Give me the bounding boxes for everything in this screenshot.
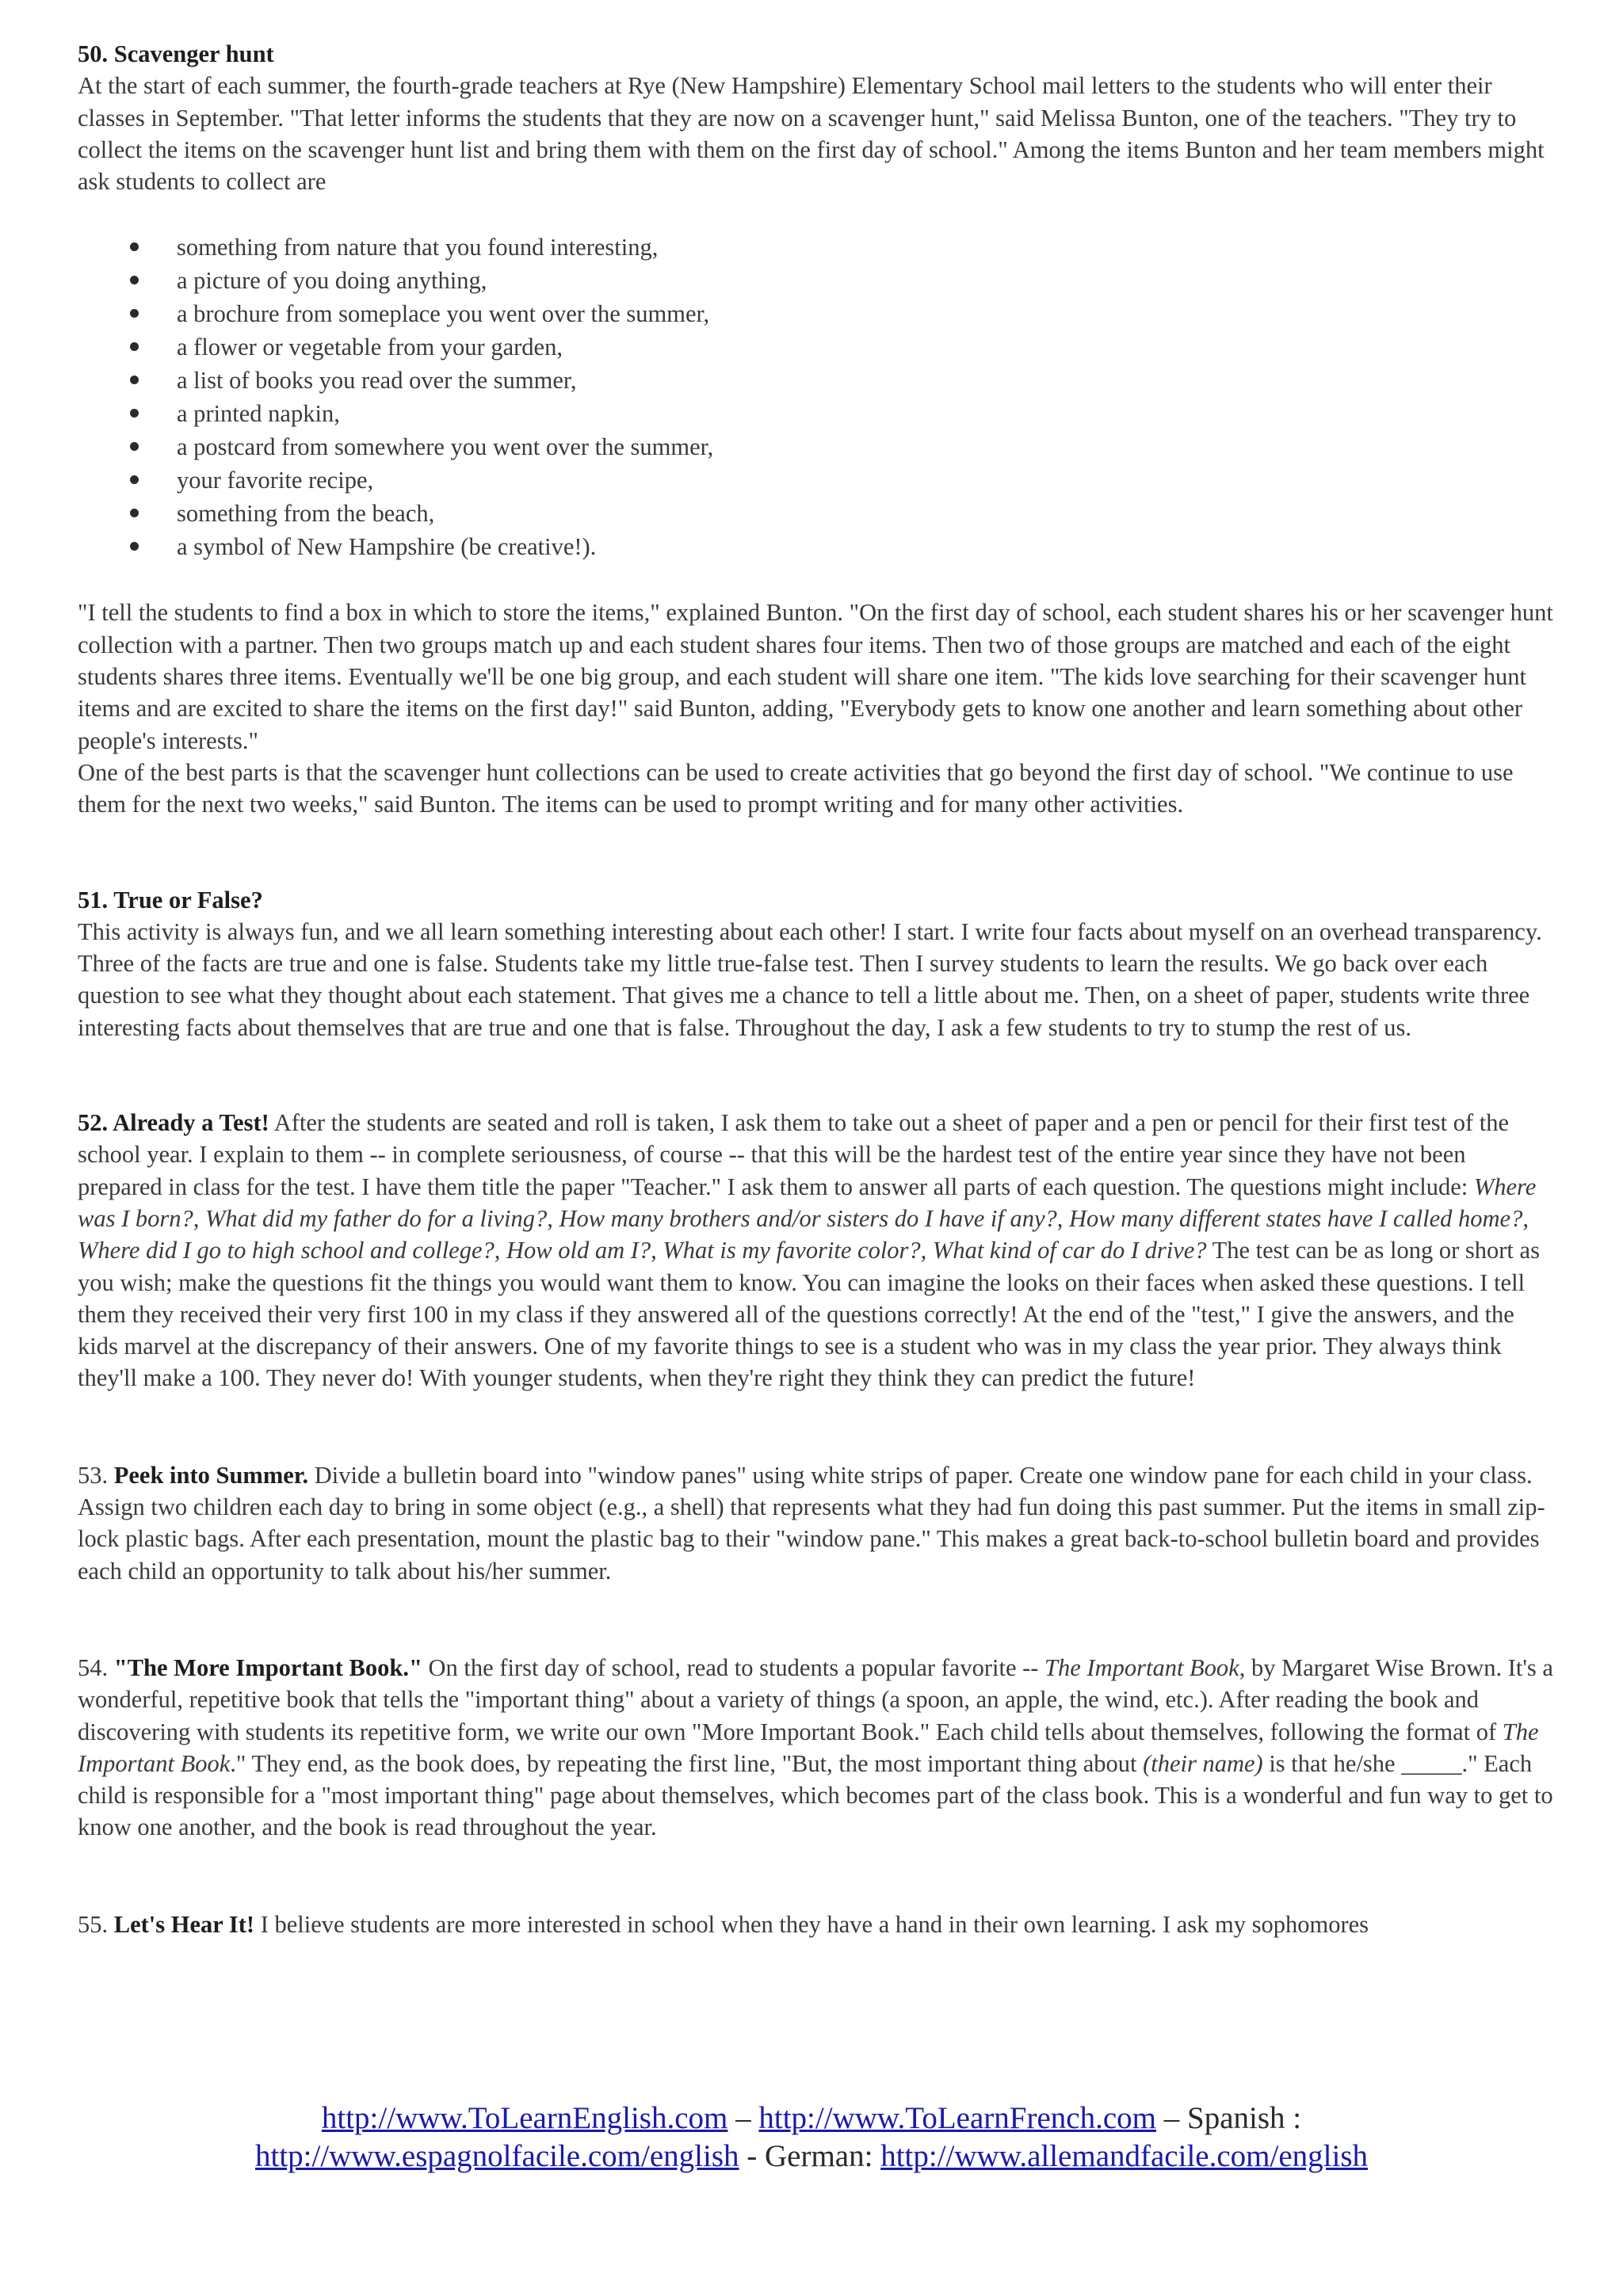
section-50-paragraph-2: One of the best parts is that the scavenger hunt collections can be used to create activities that go beyond the first day of school. "We continue to use them for the next two weeks," said Bunton. The items can be used to prompt writing and for many other activities. [78, 758, 1514, 818]
section-54 [78, 1652, 1553, 1844]
section-51-body: This activity is always fun, and we all learn something interesting about each other! I start. I write four facts about myself on an overhead transparency. Three of the facts are true and one is false. Students take my little true-false test. Then I survey students to learn the results. We go back over each question to see what they thought about each statement. That gives me a chance to tell a little about me. Then, on a sheet of paper, students write three interesting facts about themselves that are true and one that is false. Throughout the day, I ask a few students to try to stump the rest of us. [78, 917, 1542, 1041]
bullet-icon [130, 442, 139, 451]
allemand-facile-link[interactable]: http://www.allemandfacile.com/english [880, 2139, 1368, 2173]
section-55-body: 55. Let's Hear It! I believe students are more interested in school when they have a hand in their own learning. I ask my sophomores [78, 1910, 1369, 1938]
section-50-heading: 50. Scavenger hunt [78, 40, 274, 67]
section-54-body: 54. "The More Important Book." On the first day of school, read to students a popular favorite -- The Important Book, by Margaret Wise Brown. It's a wonderful, repetitive book that tells the "important thing" about a variety of things (a spoon, an apple, the wind, etc.). After reading the book and discovering with students its repetitive form, we write our own "More Important Book." Each child tells about themselves, following the format of The Important Book." They end, as the book does, by repeating the first line, "But, the most important thing about (their name) is that he/she _____." Each child is responsible for a "most important thing" page about themselves, which becomes part of the class book. This is a wonderful and fun way to get to know one another, and the book is read throughout the year. [78, 1653, 1553, 1841]
list-item: a symbol of New Hampshire (be creative!). [78, 530, 1553, 563]
bullet-icon [130, 376, 139, 384]
list-item: a printed napkin, [78, 397, 1553, 430]
section-50-intro: At the start of each summer, the fourth-grade teachers at Rye (New Hampshire) Elementary School mail letters to the students who will enter their classes in September. "That letter informs the students that they are now on a scavenger hunt," said Melissa Bunton, one of the teachers. "They try to collect the items on the scavenger hunt list and bring them with them on the first day of school." Among the items Bunton and her team members might ask students to collect are [78, 72, 1545, 196]
bullet-icon [130, 342, 139, 351]
bullet-icon [130, 542, 139, 551]
scavenger-item-list [78, 231, 1553, 563]
list-item: something from nature that you found interesting, [78, 231, 1553, 264]
book-title: The Important Book [1044, 1653, 1239, 1681]
bullet-icon [130, 475, 139, 484]
section-55-heading: Let's Hear It! [113, 1910, 255, 1938]
list-item: a list of books you read over the summer, [78, 364, 1553, 397]
bullet-icon [130, 409, 139, 418]
section-50-paragraph-1: "I tell the students to find a box in which to store the items," explained Bunton. "On the first day of school, each student shares his or her scavenger hunt collection with a partner. Then two groups match up and each student shares four items. Then two of those groups are matched and each of the eight students shares three items. Eventually we'll be one big group, and each student will share one item. "The kids love searching for their scavenger hunt items and are excited to share the items on the first day!" said Bunton, adding, "Everybody gets to know one another and learn something about other people's interests." [78, 599, 1553, 754]
their-name-placeholder: (their name) [1143, 1749, 1263, 1777]
list-item: a picture of you doing anything, [78, 264, 1553, 297]
list-item: something from the beach, [78, 497, 1553, 530]
list-item: a brochure from someplace you went over the summer, [78, 297, 1553, 330]
espagnol-facile-link[interactable]: http://www.espagnolfacile.com/english [255, 2139, 739, 2173]
section-52-body: 52. Already a Test! After the students are seated and roll is taken, I ask them to take out a sheet of paper and a pen or pencil for their first test of the school year. I explain to them -- in complete seriousness, of course -- that this will be the hardest test of the entire year since they have not been prepared in class for the test. I have them title the paper "Teacher." I ask them to answer all parts of each question. The questions might include: Where was I born?, What did my father do for a living?, How many brothers and/or sisters do I have if any?, How many different states have I called home?, Where did I go to high school and college?, How old am I?, What is my favorite color?, What kind of car do I drive? The test can be as long or short as you wish; make the questions fit the things you would want them to know. You can imagine the looks on their faces when asked these questions. I tell them they received their very first 100 in my class if they answered all of the questions correctly! At the end of the "test," I give the answers, and the kids marvel at the discrepancy of their answers. One of my favorite things to see is a student who was in my class the year prior. They always think they'll make a 100. They never do! With younger students, when they're right they think they can predict the future! [78, 1109, 1540, 1392]
document-page [78, 38, 1553, 1940]
bullet-icon [130, 509, 139, 517]
page-footer [0, 2100, 1623, 2176]
bullet-icon [130, 276, 139, 284]
bullet-icon [130, 242, 139, 251]
bullet-icon [130, 309, 139, 318]
footer-line-1: http://www.ToLearnEnglish.com – http://www.ToLearnFrench.com – Spanish : [321, 2101, 1302, 2135]
footer-line-2: http://www.espagnolfacile.com/english - German: http://www.allemandfacile.com/english [255, 2139, 1368, 2173]
book-title: The Important Book [78, 1718, 1539, 1777]
list-item: your favorite recipe, [78, 463, 1553, 497]
list-item: a postcard from somewhere you went over the summer, [78, 430, 1553, 463]
to-learn-english-link[interactable]: http://www.ToLearnEnglish.com [321, 2101, 728, 2135]
sample-questions: Where was I born?, What did my father do for a living?, How many brothers and/or sisters do I have if any?, How many different states have I called home?, Where did I go to high school and college?, How old am I?, What is my favorite color?, What kind of car do I drive? [78, 1173, 1537, 1264]
section-53-body: 53. Peek into Summer. Divide a bulletin board into "window panes" using white strips of paper. Create one window pane for each child in your class. Assign two children each day to bring in some object (e.g., a shell) that represents what they had fun doing this past summer. Put the items in small zip-lock plastic bags. After each presentation, mount the plastic bag to their "window pane." This makes a great back-to-school bulletin board and provides each child an opportunity to talk about his/her summer. [78, 1461, 1545, 1585]
section-51 [78, 884, 1553, 1043]
section-50 [78, 38, 1553, 821]
section-54-heading: "The More Important Book." [113, 1653, 422, 1681]
list-item: a flower or vegetable from your garden, [78, 330, 1553, 364]
section-52-heading: 52. Already a Test! [78, 1109, 269, 1137]
section-55 [78, 1909, 1553, 1940]
section-53-heading: Peek into Summer. [113, 1461, 309, 1489]
section-53 [78, 1459, 1553, 1587]
to-learn-french-link[interactable]: http://www.ToLearnFrench.com [758, 2101, 1156, 2135]
section-52 [78, 1107, 1553, 1394]
section-51-heading: 51. True or False? [78, 886, 263, 913]
